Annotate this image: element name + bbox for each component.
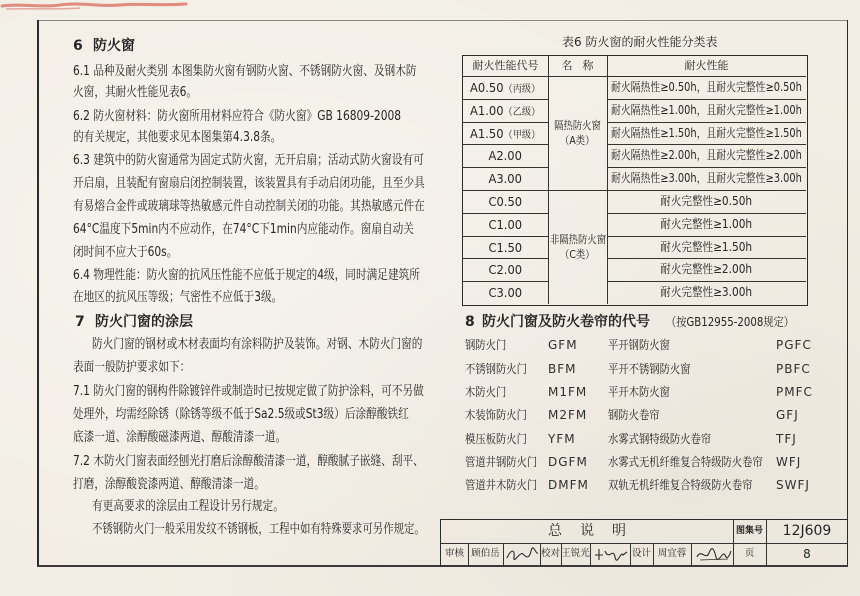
door-name: 管道井钢防火门 [465, 455, 538, 469]
code-row [465, 337, 812, 353]
table-cell-performance [611, 144, 844, 167]
checker-name: 王锐光 [561, 548, 590, 559]
performance-value: 耐火隔热性≥3.00h，且耐火完整性≥3.00h [611, 171, 802, 186]
clause-6-3-line: 64°C温度下5min内不应动作，在74°C下1min内应能动作。窗扇自动关 [73, 222, 414, 237]
clause-6-1-line: 6.1 品种及耐火类别 本图集防火窗有钢防火窗、不锈钢防火窗、及钢木防 [73, 64, 417, 79]
table-cell-performance [611, 167, 844, 190]
sheet-title: 总说明 [548, 523, 644, 539]
door-name: 管道井木防火门 [465, 478, 538, 492]
door-code: DMFM [548, 478, 589, 492]
section-7-intro-line: 防火门窗的钢材或木材表面均有涂料防护及装饰。对钢、木防火门窗的 [92, 337, 423, 352]
page-label: 页 [744, 548, 755, 559]
frame-right [847, 20, 848, 566]
table-cell-code [463, 144, 548, 167]
atlas-number-label: 图集号 [735, 526, 763, 536]
door-name: 木防火门 [465, 385, 507, 399]
section-title: 防火窗 [93, 38, 135, 54]
performance-value: 耐火隔热性≥0.50h，且耐火完整性≥0.50h [611, 80, 802, 94]
table-cell-code [463, 190, 548, 213]
section-number: 6 [73, 38, 83, 54]
section-8-note: （按GB12955-2008规定） [666, 315, 794, 329]
table-header-name: 名称 [561, 59, 604, 72]
table-cell-code [463, 76, 548, 99]
page-number: 8 [803, 547, 811, 561]
item-name: 双轨无机纤维复合特级防火卷帘 [608, 478, 753, 492]
group-name: 非隔热防火窗 [549, 233, 606, 246]
door-code: BFM [548, 362, 577, 376]
code-value: A2.00 [488, 148, 523, 164]
designer-name: 周宜蓉 [657, 548, 687, 559]
clause-6-4-line: 在地区的抗风压等级；气密性不应低于3级。 [73, 290, 283, 305]
code-value: C1.50 [488, 239, 523, 255]
table-cell-performance [611, 99, 844, 122]
section-8-heading [465, 313, 650, 331]
frame-top [37, 20, 848, 21]
table-group-c [548, 190, 607, 304]
performance-value: 耐火完整性≥2.00h [660, 262, 753, 277]
performance-value: 耐火完整性≥1.50h [660, 239, 753, 254]
clause-7-1-line: 处理外，均需经除锈（除锈等级不低于Sa2.5级或St3级）后涂醇酸铁红 [73, 407, 409, 422]
door-name: 钢防火门 [465, 338, 507, 352]
clause-7-1-line: 底漆一道、涂醇酸磁漆两道、醇酸清漆一道。 [73, 430, 287, 445]
code-value: C3.00 [488, 285, 523, 301]
code-row [465, 407, 808, 423]
item-code: WFJ [776, 455, 802, 469]
clause-7-1-line: 7.1 防火门窗的钢构件除镀锌件或制造时已按规定做了防护涂料，可不另做 [73, 384, 424, 399]
section-7-intro-line: 表面一般防护要求如下： [73, 360, 191, 375]
table-cell-performance [611, 122, 844, 145]
table-group-a [548, 76, 607, 190]
title-block [440, 519, 848, 566]
performance-value: 耐火完整性≥3.00h [660, 285, 753, 300]
table-cell-code [463, 167, 548, 190]
checker-signature [593, 545, 629, 564]
table-title: 表6 防火窗的耐火性能分类表 [562, 35, 718, 49]
table-cell-performance [607, 190, 806, 213]
group-class: （C类） [560, 248, 595, 261]
section-number: 8 [465, 314, 475, 330]
group-class: （A类） [560, 134, 595, 147]
stainless-note-line: 不锈钢防火门一般采用发纹不锈钢板，工程中如有特殊要求可另作规定。 [92, 522, 425, 537]
door-name: 木装饰防火门 [465, 408, 527, 422]
item-name: 钢防火卷帘 [608, 408, 660, 422]
table-cell-performance [611, 76, 844, 99]
item-name: 平开不锈钢防火窗 [608, 362, 691, 376]
code-row [465, 454, 808, 470]
section-title: 防火门窗的涂层 [95, 314, 193, 330]
code-value: C0.50 [488, 194, 523, 209]
clause-6-3-line: 6.3 建筑中的防火窗通常为固定式防火窗，无开启扇；活动式防火窗设有可 [73, 153, 424, 168]
table-cell-code [463, 122, 548, 145]
title-block-rule [503, 543, 504, 566]
coating-note-line: 有更高要求的涂层由工程设计另行规定。 [92, 499, 284, 514]
item-code: GFJ [776, 408, 799, 422]
grade-value: （甲级） [503, 129, 541, 141]
fire-resistance-table [462, 55, 808, 306]
performance-value: 耐火隔热性≥1.00h，且耐火完整性≥1.00h [611, 102, 802, 117]
clause-7-2-line: 打磨，涂醇酸瓷漆两道、醇酸清漆一道。 [73, 477, 265, 492]
item-code: PMFC [776, 385, 813, 399]
clause-6-2-line: 的有关规定，其他要求见本图集第4.3.8条。 [73, 130, 282, 145]
table-cell-performance [607, 258, 806, 281]
item-code: PGFC [776, 338, 812, 352]
table-cell-code [463, 99, 548, 122]
item-code: SWFJ [776, 478, 810, 492]
table-cell-code [463, 213, 548, 236]
group-name: 隔热防火窗 [554, 119, 601, 132]
table-header-performance: 耐火性能 [684, 59, 729, 72]
table-cell-performance [607, 281, 806, 304]
reviewer-name: 顾伯岳 [471, 548, 500, 559]
door-code: M1FM [548, 385, 588, 399]
door-code: GFM [548, 338, 578, 352]
section-7-heading [75, 313, 193, 331]
item-name: 水雾式钢特级防火卷帘 [608, 432, 712, 446]
section-title: 防火门窗及防火卷帘的代号 [482, 314, 650, 330]
code-row [465, 361, 811, 377]
code-row [465, 384, 813, 400]
door-name: 不锈钢防火门 [465, 362, 527, 376]
code-value: A0.50 [470, 80, 504, 95]
door-name: 模压板防火门 [465, 432, 527, 446]
title-block-rule [691, 543, 692, 566]
clause-6-3-line: 开启扇，且装配有窗扇启闭控制装置，该装置具有手动启闭功能，且至少具 [73, 176, 425, 191]
table-header-code: 耐火性能代号 [472, 59, 539, 72]
design-label: 设计 [631, 548, 651, 559]
code-row [465, 477, 808, 493]
door-code: DGFM [548, 455, 588, 469]
reviewer-signature [505, 545, 539, 564]
table-cell-code [463, 236, 548, 259]
code-value: C2.00 [488, 262, 523, 278]
table-cell-code [463, 258, 548, 281]
atlas-number: 12J609 [782, 523, 832, 539]
clause-6-3-line: 闭时间不应大于60s。 [73, 245, 178, 260]
performance-value: 耐火完整性≥1.00h [660, 216, 753, 231]
clause-7-2-line: 7.2 木防火门窗表面经刨光打磨后涂醇酸清漆一道，醇酸腻子嵌缝、刮平、 [73, 454, 424, 469]
section-6-heading [73, 37, 135, 55]
item-name: 平开木防火窗 [608, 385, 670, 399]
clause-6-2-line: 6.2 防火窗材料：防火窗所用材料应符合《防火窗》GB 16809-2008 [73, 109, 402, 124]
item-name: 平开钢防火窗 [608, 338, 670, 352]
table-cell-performance [607, 213, 806, 236]
item-name: 水雾式无机纤维复合特级防火卷帘 [608, 455, 763, 469]
table-cell-performance [607, 236, 806, 259]
title-block-rule [590, 543, 591, 566]
item-code: PBFC [776, 362, 811, 376]
code-value: A3.00 [488, 171, 523, 187]
performance-value: 耐火完整性≥0.50h [660, 194, 753, 208]
check-label: 校对 [540, 548, 560, 559]
frame-left [37, 20, 39, 566]
clause-6-3-line: 有易熔合金件或玻璃球等热敏感元件自动控制关闭的功能。其热敏感元件在 [73, 199, 425, 214]
table-cell-code [463, 281, 548, 304]
grade-value: （乙级） [503, 106, 541, 118]
performance-value: 耐火隔热性≥2.00h，且耐火完整性≥2.00h [611, 148, 802, 163]
watermark [0, 0, 190, 12]
code-value: A1.00 [470, 102, 504, 118]
door-code: M2FM [548, 408, 588, 422]
designer-signature [694, 545, 732, 564]
clause-6-1-line: 火窗，其耐火性能见表6。 [73, 85, 198, 100]
section-number: 7 [75, 314, 85, 330]
code-value: A1.50 [470, 125, 504, 141]
performance-value: 耐火隔热性≥1.50h，且耐火完整性≥1.50h [611, 125, 802, 140]
code-row [465, 431, 808, 447]
code-value: C1.00 [488, 216, 523, 232]
review-label: 审核 [444, 548, 464, 559]
item-code: TFJ [776, 432, 797, 446]
grade-value: （丙级） [503, 84, 541, 95]
clause-6-4-line: 6.4 物理性能：防火窗的抗风压性能不应低于规定的4级，同时满足建筑所 [73, 268, 420, 283]
door-code: YFM [548, 432, 576, 446]
